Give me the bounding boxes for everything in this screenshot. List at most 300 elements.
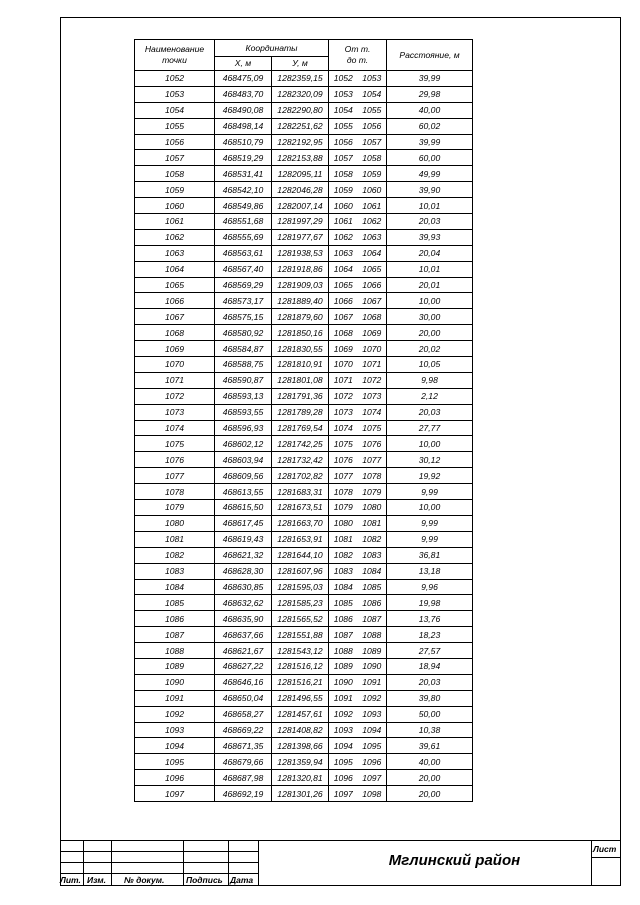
x-cell: 468669,22: [215, 722, 272, 738]
y-cell: 1281516,12: [272, 658, 329, 674]
to-cell: 1073: [358, 388, 387, 404]
table-row: [135, 563, 473, 579]
x-cell: 468573,17: [215, 293, 272, 309]
distance-cell: 20,00: [387, 786, 473, 802]
x-cell: 468593,55: [215, 404, 272, 420]
distance-cell: 9,99: [387, 531, 473, 547]
to-cell: 1064: [358, 245, 387, 261]
from-cell: 1066: [329, 293, 358, 309]
to-cell: 1069: [358, 325, 387, 341]
x-cell: 468627,22: [215, 658, 272, 674]
from-cell: 1075: [329, 436, 358, 452]
point-cell: 1081: [135, 531, 215, 547]
y-cell: 1281830,55: [272, 341, 329, 357]
x-cell: 468588,75: [215, 357, 272, 373]
from-cell: 1072: [329, 388, 358, 404]
point-cell: 1063: [135, 245, 215, 261]
distance-cell: 10,01: [387, 261, 473, 277]
y-cell: 1281789,28: [272, 404, 329, 420]
to-cell: 1085: [358, 579, 387, 595]
to-cell: 1096: [358, 754, 387, 770]
y-cell: 1281742,25: [272, 436, 329, 452]
point-cell: 1057: [135, 150, 215, 166]
to-cell: 1093: [358, 706, 387, 722]
point-cell: 1084: [135, 579, 215, 595]
distance-cell: 39,61: [387, 738, 473, 754]
x-cell: 468621,67: [215, 643, 272, 659]
y-cell: 1282007,14: [272, 198, 329, 214]
y-cell: 1281496,55: [272, 690, 329, 706]
y-cell: 1281320,81: [272, 770, 329, 786]
table-row: [135, 214, 473, 230]
from-cell: 1077: [329, 468, 358, 484]
distance-cell: 40,00: [387, 754, 473, 770]
from-cell: 1069: [329, 341, 358, 357]
point-cell: 1059: [135, 182, 215, 198]
point-cell: 1071: [135, 372, 215, 388]
table-row: [135, 229, 473, 245]
from-cell: 1053: [329, 86, 358, 102]
to-cell: 1083: [358, 547, 387, 563]
y-cell: 1281516,21: [272, 674, 329, 690]
table-row: [135, 658, 473, 674]
from-cell: 1089: [329, 658, 358, 674]
table-row: [135, 372, 473, 388]
to-cell: 1084: [358, 563, 387, 579]
x-cell: 468621,32: [215, 547, 272, 563]
x-cell: 468584,87: [215, 341, 272, 357]
distance-cell: 9,98: [387, 372, 473, 388]
from-cell: 1073: [329, 404, 358, 420]
table-row: [135, 579, 473, 595]
point-cell: 1075: [135, 436, 215, 452]
table-row: [135, 71, 473, 87]
to-cell: 1056: [358, 118, 387, 134]
to-cell: 1053: [358, 71, 387, 87]
to-cell: 1078: [358, 468, 387, 484]
point-cell: 1090: [135, 674, 215, 690]
y-cell: 1281408,82: [272, 722, 329, 738]
y-cell: 1281663,70: [272, 515, 329, 531]
point-cell: 1056: [135, 134, 215, 150]
point-cell: 1065: [135, 277, 215, 293]
from-cell: 1085: [329, 595, 358, 611]
table-row: [135, 500, 473, 516]
table-row: [135, 118, 473, 134]
header-from-to: От т. до т.: [329, 40, 387, 71]
x-cell: 468646,16: [215, 674, 272, 690]
y-cell: 1281359,94: [272, 754, 329, 770]
y-cell: 1282290,80: [272, 102, 329, 118]
from-cell: 1068: [329, 325, 358, 341]
point-cell: 1076: [135, 452, 215, 468]
stamp-lit-label: Лит.: [60, 875, 81, 885]
y-cell: 1281457,61: [272, 706, 329, 722]
x-cell: 468602,12: [215, 436, 272, 452]
distance-cell: 40,00: [387, 102, 473, 118]
x-cell: 468658,27: [215, 706, 272, 722]
from-cell: 1057: [329, 150, 358, 166]
x-cell: 468692,19: [215, 786, 272, 802]
to-cell: 1087: [358, 611, 387, 627]
x-cell: 468671,35: [215, 738, 272, 754]
to-cell: 1075: [358, 420, 387, 436]
distance-cell: 39,90: [387, 182, 473, 198]
distance-cell: 10,38: [387, 722, 473, 738]
district-title: Мглинский район: [388, 852, 521, 869]
y-cell: 1282046,28: [272, 182, 329, 198]
table-row: [135, 547, 473, 563]
distance-cell: 29,98: [387, 86, 473, 102]
x-cell: 468531,41: [215, 166, 272, 182]
from-cell: 1094: [329, 738, 358, 754]
point-cell: 1083: [135, 563, 215, 579]
point-cell: 1079: [135, 500, 215, 516]
y-cell: 1281918,86: [272, 261, 329, 277]
from-cell: 1088: [329, 643, 358, 659]
from-cell: 1074: [329, 420, 358, 436]
distance-cell: 2,12: [387, 388, 473, 404]
x-cell: 468555,69: [215, 229, 272, 245]
x-cell: 468635,90: [215, 611, 272, 627]
distance-cell: 20,02: [387, 341, 473, 357]
distance-cell: 18,23: [387, 627, 473, 643]
distance-cell: 10,00: [387, 293, 473, 309]
from-cell: 1076: [329, 452, 358, 468]
to-cell: 1092: [358, 690, 387, 706]
point-cell: 1092: [135, 706, 215, 722]
to-cell: 1076: [358, 436, 387, 452]
from-cell: 1055: [329, 118, 358, 134]
y-cell: 1282192,95: [272, 134, 329, 150]
y-cell: 1281801,08: [272, 372, 329, 388]
y-cell: 1281683,31: [272, 484, 329, 500]
header-x: Х, м: [215, 57, 272, 71]
distance-cell: 9,99: [387, 515, 473, 531]
from-cell: 1062: [329, 229, 358, 245]
from-cell: 1060: [329, 198, 358, 214]
table-row: [135, 404, 473, 420]
distance-cell: 10,00: [387, 436, 473, 452]
stamp-izm-label: Изм.: [87, 875, 106, 885]
to-cell: 1088: [358, 627, 387, 643]
y-cell: 1282251,62: [272, 118, 329, 134]
x-cell: 468679,66: [215, 754, 272, 770]
from-cell: 1063: [329, 245, 358, 261]
to-cell: 1080: [358, 500, 387, 516]
point-cell: 1089: [135, 658, 215, 674]
point-cell: 1074: [135, 420, 215, 436]
y-cell: 1281702,82: [272, 468, 329, 484]
table-row: [135, 515, 473, 531]
x-cell: 468483,70: [215, 86, 272, 102]
from-cell: 1082: [329, 547, 358, 563]
x-cell: 468619,43: [215, 531, 272, 547]
y-cell: 1281977,67: [272, 229, 329, 245]
table-row: [135, 690, 473, 706]
to-cell: 1098: [358, 786, 387, 802]
from-cell: 1091: [329, 690, 358, 706]
point-cell: 1061: [135, 214, 215, 230]
y-cell: 1281565,52: [272, 611, 329, 627]
point-cell: 1054: [135, 102, 215, 118]
distance-cell: 10,00: [387, 500, 473, 516]
from-cell: 1084: [329, 579, 358, 595]
to-cell: 1058: [358, 150, 387, 166]
distance-cell: 30,00: [387, 309, 473, 325]
y-cell: 1281909,03: [272, 277, 329, 293]
table-row: [135, 754, 473, 770]
y-cell: 1282359,15: [272, 71, 329, 87]
point-cell: 1058: [135, 166, 215, 182]
point-cell: 1078: [135, 484, 215, 500]
x-cell: 468542,10: [215, 182, 272, 198]
from-cell: 1056: [329, 134, 358, 150]
point-cell: 1087: [135, 627, 215, 643]
table-row: [135, 388, 473, 404]
x-cell: 468593,13: [215, 388, 272, 404]
y-cell: 1281398,66: [272, 738, 329, 754]
table-body: [135, 71, 473, 802]
table-row: [135, 531, 473, 547]
x-cell: 468615,50: [215, 500, 272, 516]
table-row: [135, 484, 473, 500]
to-cell: 1086: [358, 595, 387, 611]
table-row: [135, 722, 473, 738]
y-cell: 1281938,53: [272, 245, 329, 261]
from-cell: 1081: [329, 531, 358, 547]
table-row: [135, 277, 473, 293]
distance-cell: 27,77: [387, 420, 473, 436]
table-row: [135, 134, 473, 150]
x-cell: 468580,92: [215, 325, 272, 341]
from-cell: 1093: [329, 722, 358, 738]
point-cell: 1060: [135, 198, 215, 214]
y-cell: 1281551,88: [272, 627, 329, 643]
title-block: [60, 840, 621, 886]
table-row: [135, 706, 473, 722]
stamp-sheet-label: Лист: [593, 844, 617, 854]
distance-cell: 19,98: [387, 595, 473, 611]
table-row: [135, 611, 473, 627]
distance-cell: 20,01: [387, 277, 473, 293]
x-cell: 468490,08: [215, 102, 272, 118]
point-cell: 1093: [135, 722, 215, 738]
to-cell: 1062: [358, 214, 387, 230]
distance-cell: 60,00: [387, 150, 473, 166]
table-row: [135, 150, 473, 166]
from-cell: 1096: [329, 770, 358, 786]
y-cell: 1281585,23: [272, 595, 329, 611]
to-cell: 1082: [358, 531, 387, 547]
point-cell: 1052: [135, 71, 215, 87]
point-cell: 1073: [135, 404, 215, 420]
y-cell: 1281889,40: [272, 293, 329, 309]
to-cell: 1071: [358, 357, 387, 373]
table-row: [135, 452, 473, 468]
table-row: [135, 770, 473, 786]
from-cell: 1083: [329, 563, 358, 579]
point-cell: 1067: [135, 309, 215, 325]
table-row: [135, 341, 473, 357]
header-coordinates: Координаты: [215, 40, 329, 57]
y-cell: 1281644,10: [272, 547, 329, 563]
point-cell: 1091: [135, 690, 215, 706]
y-cell: 1281850,16: [272, 325, 329, 341]
point-cell: 1070: [135, 357, 215, 373]
y-cell: 1282095,11: [272, 166, 329, 182]
table-row: [135, 309, 473, 325]
y-cell: 1281997,29: [272, 214, 329, 230]
distance-cell: 60,02: [387, 118, 473, 134]
point-cell: 1068: [135, 325, 215, 341]
y-cell: 1281301,26: [272, 786, 329, 802]
x-cell: 468613,55: [215, 484, 272, 500]
x-cell: 468590,87: [215, 372, 272, 388]
table-row: [135, 261, 473, 277]
x-cell: 468630,85: [215, 579, 272, 595]
from-cell: 1064: [329, 261, 358, 277]
y-cell: 1281673,51: [272, 500, 329, 516]
to-cell: 1095: [358, 738, 387, 754]
x-cell: 468575,15: [215, 309, 272, 325]
to-cell: 1054: [358, 86, 387, 102]
table-row: [135, 198, 473, 214]
y-cell: 1281653,91: [272, 531, 329, 547]
to-cell: 1059: [358, 166, 387, 182]
to-cell: 1097: [358, 770, 387, 786]
table-row: [135, 325, 473, 341]
from-cell: 1087: [329, 627, 358, 643]
to-cell: 1094: [358, 722, 387, 738]
to-cell: 1055: [358, 102, 387, 118]
to-cell: 1070: [358, 341, 387, 357]
to-cell: 1090: [358, 658, 387, 674]
y-cell: 1281732,42: [272, 452, 329, 468]
x-cell: 468609,56: [215, 468, 272, 484]
from-cell: 1090: [329, 674, 358, 690]
distance-cell: 39,99: [387, 134, 473, 150]
table-row: [135, 786, 473, 802]
distance-cell: 13,18: [387, 563, 473, 579]
point-cell: 1053: [135, 86, 215, 102]
point-cell: 1064: [135, 261, 215, 277]
x-cell: 468519,29: [215, 150, 272, 166]
distance-cell: 9,99: [387, 484, 473, 500]
to-cell: 1065: [358, 261, 387, 277]
y-cell: 1281810,91: [272, 357, 329, 373]
distance-cell: 20,03: [387, 214, 473, 230]
point-cell: 1082: [135, 547, 215, 563]
from-cell: 1052: [329, 71, 358, 87]
from-cell: 1059: [329, 182, 358, 198]
distance-cell: 10,05: [387, 357, 473, 373]
point-cell: 1096: [135, 770, 215, 786]
from-cell: 1071: [329, 372, 358, 388]
from-cell: 1054: [329, 102, 358, 118]
to-cell: 1074: [358, 404, 387, 420]
to-cell: 1068: [358, 309, 387, 325]
to-cell: 1077: [358, 452, 387, 468]
point-cell: 1085: [135, 595, 215, 611]
from-cell: 1095: [329, 754, 358, 770]
header-y: У, м: [272, 57, 329, 71]
distance-cell: 13,76: [387, 611, 473, 627]
point-cell: 1066: [135, 293, 215, 309]
distance-cell: 20,00: [387, 325, 473, 341]
to-cell: 1089: [358, 643, 387, 659]
from-cell: 1092: [329, 706, 358, 722]
to-cell: 1060: [358, 182, 387, 198]
from-cell: 1065: [329, 277, 358, 293]
x-cell: 468596,93: [215, 420, 272, 436]
x-cell: 468475,09: [215, 71, 272, 87]
x-cell: 468551,68: [215, 214, 272, 230]
header-point-name: Наименование точки: [135, 40, 215, 71]
distance-cell: 10,01: [387, 198, 473, 214]
x-cell: 468567,40: [215, 261, 272, 277]
x-cell: 468510,79: [215, 134, 272, 150]
x-cell: 468617,45: [215, 515, 272, 531]
x-cell: 468549,86: [215, 198, 272, 214]
point-cell: 1062: [135, 229, 215, 245]
header-distance: Расстояние, м: [387, 40, 473, 71]
coordinates-table: [134, 39, 473, 802]
distance-cell: 20,03: [387, 674, 473, 690]
table-row: [135, 420, 473, 436]
y-cell: 1282320,09: [272, 86, 329, 102]
x-cell: 468603,94: [215, 452, 272, 468]
to-cell: 1057: [358, 134, 387, 150]
table-row: [135, 86, 473, 102]
from-cell: 1097: [329, 786, 358, 802]
to-cell: 1066: [358, 277, 387, 293]
to-cell: 1081: [358, 515, 387, 531]
y-cell: 1281769,54: [272, 420, 329, 436]
y-cell: 1281543,12: [272, 643, 329, 659]
to-cell: 1091: [358, 674, 387, 690]
table-row: [135, 643, 473, 659]
stamp-date-label: Дата: [230, 875, 254, 885]
table-row: [135, 436, 473, 452]
from-cell: 1067: [329, 309, 358, 325]
table-row: [135, 102, 473, 118]
distance-cell: 9,96: [387, 579, 473, 595]
distance-cell: 39,99: [387, 71, 473, 87]
x-cell: 468632,62: [215, 595, 272, 611]
distance-cell: 49,99: [387, 166, 473, 182]
from-cell: 1058: [329, 166, 358, 182]
table-row: [135, 468, 473, 484]
to-cell: 1063: [358, 229, 387, 245]
point-cell: 1097: [135, 786, 215, 802]
distance-cell: 20,04: [387, 245, 473, 261]
table-row: [135, 293, 473, 309]
distance-cell: 30,12: [387, 452, 473, 468]
point-cell: 1055: [135, 118, 215, 134]
y-cell: 1281879,60: [272, 309, 329, 325]
distance-cell: 27,57: [387, 643, 473, 659]
distance-cell: 50,00: [387, 706, 473, 722]
distance-cell: 36,81: [387, 547, 473, 563]
to-cell: 1061: [358, 198, 387, 214]
from-cell: 1079: [329, 500, 358, 516]
point-cell: 1088: [135, 643, 215, 659]
x-cell: 468687,98: [215, 770, 272, 786]
y-cell: 1282153,88: [272, 150, 329, 166]
table-row: [135, 738, 473, 754]
from-cell: 1070: [329, 357, 358, 373]
